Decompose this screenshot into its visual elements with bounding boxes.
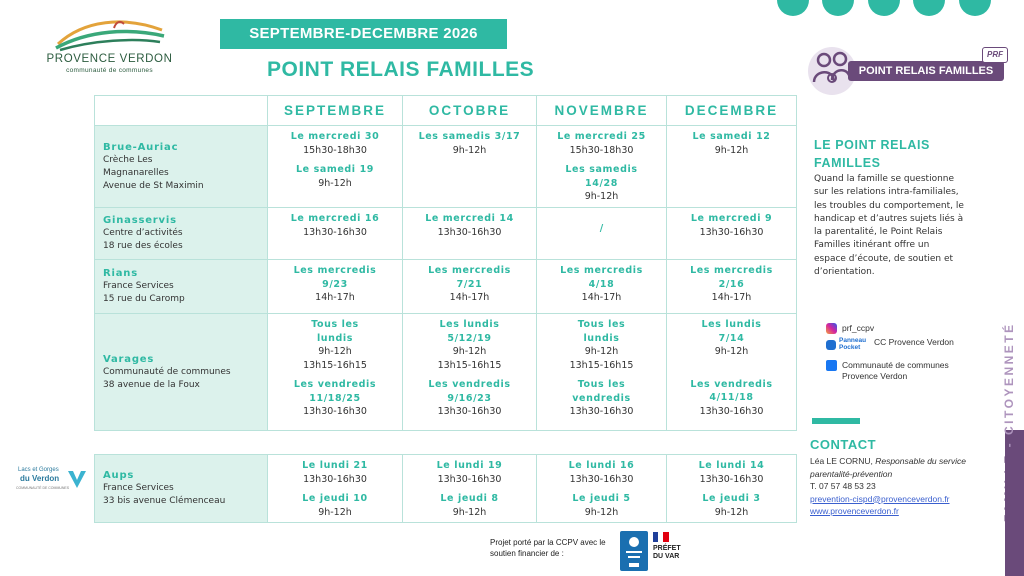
schedule-cell (667, 455, 797, 523)
info-title: LE POINT RELAIS FAMILLES (814, 138, 930, 170)
date-label: Les lundis (439, 319, 500, 330)
schedule-cell (268, 314, 403, 431)
time-range: 13h15-16h15 (569, 359, 634, 371)
time-range: 15h30-18h30 (569, 144, 634, 156)
date-label: Le mercredi 14 (425, 213, 514, 224)
side-caption-part1: FAMILLE (1002, 453, 1016, 522)
date-label: Le lundi 19 (436, 460, 503, 471)
logo-subtitle: communauté de communes (66, 67, 153, 74)
prefet-line: DU VAR (653, 553, 680, 560)
date-label: Les samedis 3/17 (418, 131, 521, 142)
schedule-cell (403, 126, 537, 208)
date-label: Le jeudi 3 (702, 493, 761, 504)
time-range: 13h15-16h15 (437, 359, 502, 371)
schedule-cell (537, 314, 667, 431)
contact-name: Léa LE CORNU, (810, 456, 873, 466)
time-range: 13h30-16h30 (569, 406, 634, 417)
date-label: 14/28 (585, 177, 618, 189)
schedule-cell (403, 260, 537, 314)
time-range: 9h-12h (584, 506, 619, 518)
table-row (95, 455, 797, 523)
facebook-row[interactable] (826, 360, 986, 384)
schedule-cell (537, 260, 667, 314)
time-range: 14h-17h (711, 292, 752, 303)
location-line: 33 bis avenue Clémenceau (103, 496, 226, 506)
location-line: 15 rue du Caromp (103, 294, 185, 304)
time-range: 13h30-16h30 (699, 226, 764, 238)
date-label: Les vendredis (293, 379, 377, 390)
location-line: Avenue de St Maximin (103, 180, 204, 191)
month-header: SEPTEMBRE (268, 96, 403, 126)
time-range: 9h-12h (714, 506, 749, 518)
date-label: Les lundis (701, 319, 762, 330)
date-label: 9/23 (322, 278, 348, 290)
date-label: Le lundi 21 (302, 460, 368, 471)
schedule-cell (667, 126, 797, 208)
facebook-icon (826, 360, 837, 371)
time-range: 13h30-16h30 (303, 226, 367, 238)
schedule-table (94, 95, 797, 431)
table-row (95, 314, 797, 431)
contact-phone: T. 07 57 48 53 23 (810, 481, 876, 491)
date-label: 4/11/18 (709, 392, 754, 403)
page-title: POINT RELAIS FAMILLES (267, 58, 535, 81)
date-label: 5/12/19 (447, 332, 492, 344)
date-label: Le mercredi 9 (690, 213, 773, 224)
date-label: Le mercredi 30 (290, 131, 380, 142)
table-row (95, 126, 797, 208)
date-label: 2/16 (718, 278, 745, 290)
facebook-label (842, 360, 949, 382)
instagram-icon (826, 323, 837, 334)
location-cell (95, 455, 268, 523)
panneau-pocket-row[interactable] (826, 337, 986, 355)
time-range: 13h30-16h30 (303, 473, 367, 485)
location-line: Communauté de communes (103, 366, 231, 377)
time-range: 9h-12h (452, 506, 487, 518)
lacs-logo-line: Lacs et Gorges (18, 467, 59, 473)
location-line: Centre d’activités (103, 228, 183, 238)
time-range: 14h-17h (315, 292, 355, 303)
location-cell (95, 208, 268, 260)
time-range: 13h30-16h30 (699, 405, 764, 417)
decor-dot (868, 0, 900, 16)
contact-details (810, 455, 985, 518)
date-label: Tous les (577, 319, 626, 330)
location-line: Crèche Les (103, 154, 153, 165)
lacs-logo-line: du Verdon (20, 474, 60, 483)
prefet-line: PRÉFET (653, 545, 681, 552)
date-label: Le lundi 14 (698, 460, 765, 471)
time-range: 13h30-16h30 (437, 406, 502, 417)
date-label: Le samedi 19 (296, 164, 374, 175)
date-label: Le mercredi 25 (557, 131, 646, 142)
schedule-cell (403, 455, 537, 523)
lacs-logo-line: COMMUNAUTÉ DE COMMUNES (16, 486, 70, 490)
verdon-v-icon (66, 468, 88, 490)
contact-divider (812, 418, 860, 424)
table-row (95, 260, 797, 314)
panneau-pocket-logo: Panneau Pocket (839, 337, 867, 351)
date-label: Les samedis (565, 164, 638, 175)
logo-title: PROVENCE VERDON (46, 53, 173, 65)
time-range: 9h-12h (584, 346, 619, 357)
prefet-du-var-logo (653, 532, 693, 572)
schedule-cell (403, 314, 537, 431)
panneau-pocket-icon (826, 340, 836, 350)
location-cell (95, 314, 268, 431)
schedule-cell (537, 208, 667, 260)
location-name: Aups (103, 470, 135, 481)
date-label: Le jeudi 10 (302, 493, 368, 504)
marianne-icon (653, 532, 669, 542)
contact-role: Responsable du service parentalité-prévention (810, 456, 966, 479)
facebook-line: Provence Verdon (842, 371, 908, 381)
schedule-cell (667, 314, 797, 431)
date-label: Le mercredi 16 (290, 213, 380, 224)
date-label: lundis (316, 332, 354, 344)
schedule-cell (268, 208, 403, 260)
contact-email-link[interactable]: prevention-cispd@provenceverdon.fr (810, 493, 950, 504)
lacs-gorges-verdon-logo (14, 463, 94, 499)
location-line: Magnanarelles (103, 167, 169, 178)
date-label: 11/18/25 (309, 392, 361, 404)
location-line: 38 avenue de la Foux (103, 379, 200, 390)
location-name: Rians (103, 268, 138, 279)
decor-dot (913, 0, 945, 16)
time-range: 9h-12h (584, 191, 619, 202)
location-line: France Services (103, 483, 174, 493)
date-label: 4/18 (588, 278, 615, 290)
logo-waves-icon (54, 16, 166, 52)
date-label: 9/16/23 (447, 392, 492, 404)
schedule-cell (268, 126, 403, 208)
month-header: OCTOBRE (403, 96, 537, 126)
date-label: Les vendredis (428, 379, 511, 390)
location-name: Varages (103, 353, 155, 365)
caf-logo (620, 531, 648, 571)
date-label: Les mercredis (690, 265, 773, 276)
time-range: 13h30-16h30 (303, 406, 367, 417)
date-label: Le lundi 16 (568, 460, 635, 471)
schedule-cell (403, 208, 537, 260)
date-label: Les mercredis (293, 265, 377, 276)
date-label: 7/21 (456, 278, 483, 290)
prf-tag: PRF (982, 47, 1008, 63)
time-range: 13h30-16h30 (699, 473, 764, 485)
time-range: 13h30-16h30 (569, 473, 634, 485)
date-label: vendredis (572, 392, 631, 404)
date-label: 7/14 (718, 332, 745, 344)
time-range: 9h-12h (452, 346, 487, 357)
no-session: / (599, 223, 604, 234)
decor-dot (959, 0, 991, 16)
date-label: Le jeudi 8 (440, 493, 499, 504)
decor-dot (777, 0, 809, 16)
time-range: 9h-12h (318, 177, 352, 189)
time-range: 9h-12h (318, 346, 352, 357)
location-line: 18 rue des écoles (103, 241, 183, 251)
prf-badge-label: POINT RELAIS FAMILLES (848, 61, 1004, 81)
funding-note: Projet porté par la CCPV avec le soutien financier de : (490, 538, 606, 558)
date-label: Le jeudi 5 (572, 493, 631, 504)
aups-table (94, 454, 797, 523)
date-label: Le samedi 12 (692, 131, 771, 142)
schedule-cell (268, 455, 403, 523)
table-row (95, 208, 797, 260)
date-label: Tous les (577, 379, 626, 390)
time-range: 9h-12h (318, 506, 352, 518)
facebook-line: Communauté de communes (842, 360, 949, 370)
schedule-cell (537, 126, 667, 208)
time-range: 13h30-16h30 (437, 226, 502, 238)
location-name: Brue-Auriac (103, 141, 179, 153)
date-label: Les mercredis (560, 265, 643, 276)
time-range: 9h-12h (714, 144, 749, 156)
location-cell (95, 126, 268, 208)
website-link[interactable]: www.provenceverdon.fr (810, 506, 899, 516)
prf-badge (806, 42, 1008, 100)
info-text: Quand la famille se questionne sur les relations intra-familiales, les troubles du comportement, le handicap et d’autres sujets liés à la parentalité, le Point Relais Familles itinérant offre un espace d’écoute, de soutien et d’orientation. (814, 174, 964, 278)
date-label: lundis (583, 332, 620, 344)
schedule-cell (537, 455, 667, 523)
location-line: France Services (103, 281, 174, 291)
period-banner: SEPTEMBRE-DECEMBRE 2026 (220, 19, 507, 49)
date-label: Les vendredis (690, 378, 773, 390)
location-name: Ginasservis (103, 215, 177, 226)
header-corner (95, 96, 268, 126)
side-caption-part2: - CITOYENNETÉ (1002, 322, 1016, 454)
date-label: Les mercredis (428, 265, 511, 276)
location-cell (95, 260, 268, 314)
decor-dot (822, 0, 854, 16)
schedule-cell (667, 208, 797, 260)
time-range: 9h-12h (714, 346, 749, 357)
time-range: 14h-17h (581, 292, 622, 303)
time-range: 14h-17h (449, 292, 490, 303)
side-caption (1002, 322, 1016, 522)
time-range: 13h30-16h30 (437, 473, 502, 485)
instagram-handle: prf_ccpv (842, 323, 875, 333)
provence-verdon-logo (42, 16, 177, 76)
schedule-cell (667, 260, 797, 314)
caf-icon (620, 531, 648, 571)
month-header: NOVEMBRE (537, 96, 667, 126)
month-header: DECEMBRE (667, 96, 797, 126)
contact-title: CONTACT (810, 437, 877, 452)
instagram-row[interactable] (826, 323, 986, 335)
schedule-cell (268, 260, 403, 314)
date-label: Tous les (311, 319, 359, 330)
time-range: 13h15-16h15 (303, 359, 367, 371)
panneau-pocket-label: CC Provence Verdon (874, 337, 954, 347)
time-range: 15h30-18h30 (303, 144, 367, 156)
time-range: 9h-12h (452, 144, 487, 156)
